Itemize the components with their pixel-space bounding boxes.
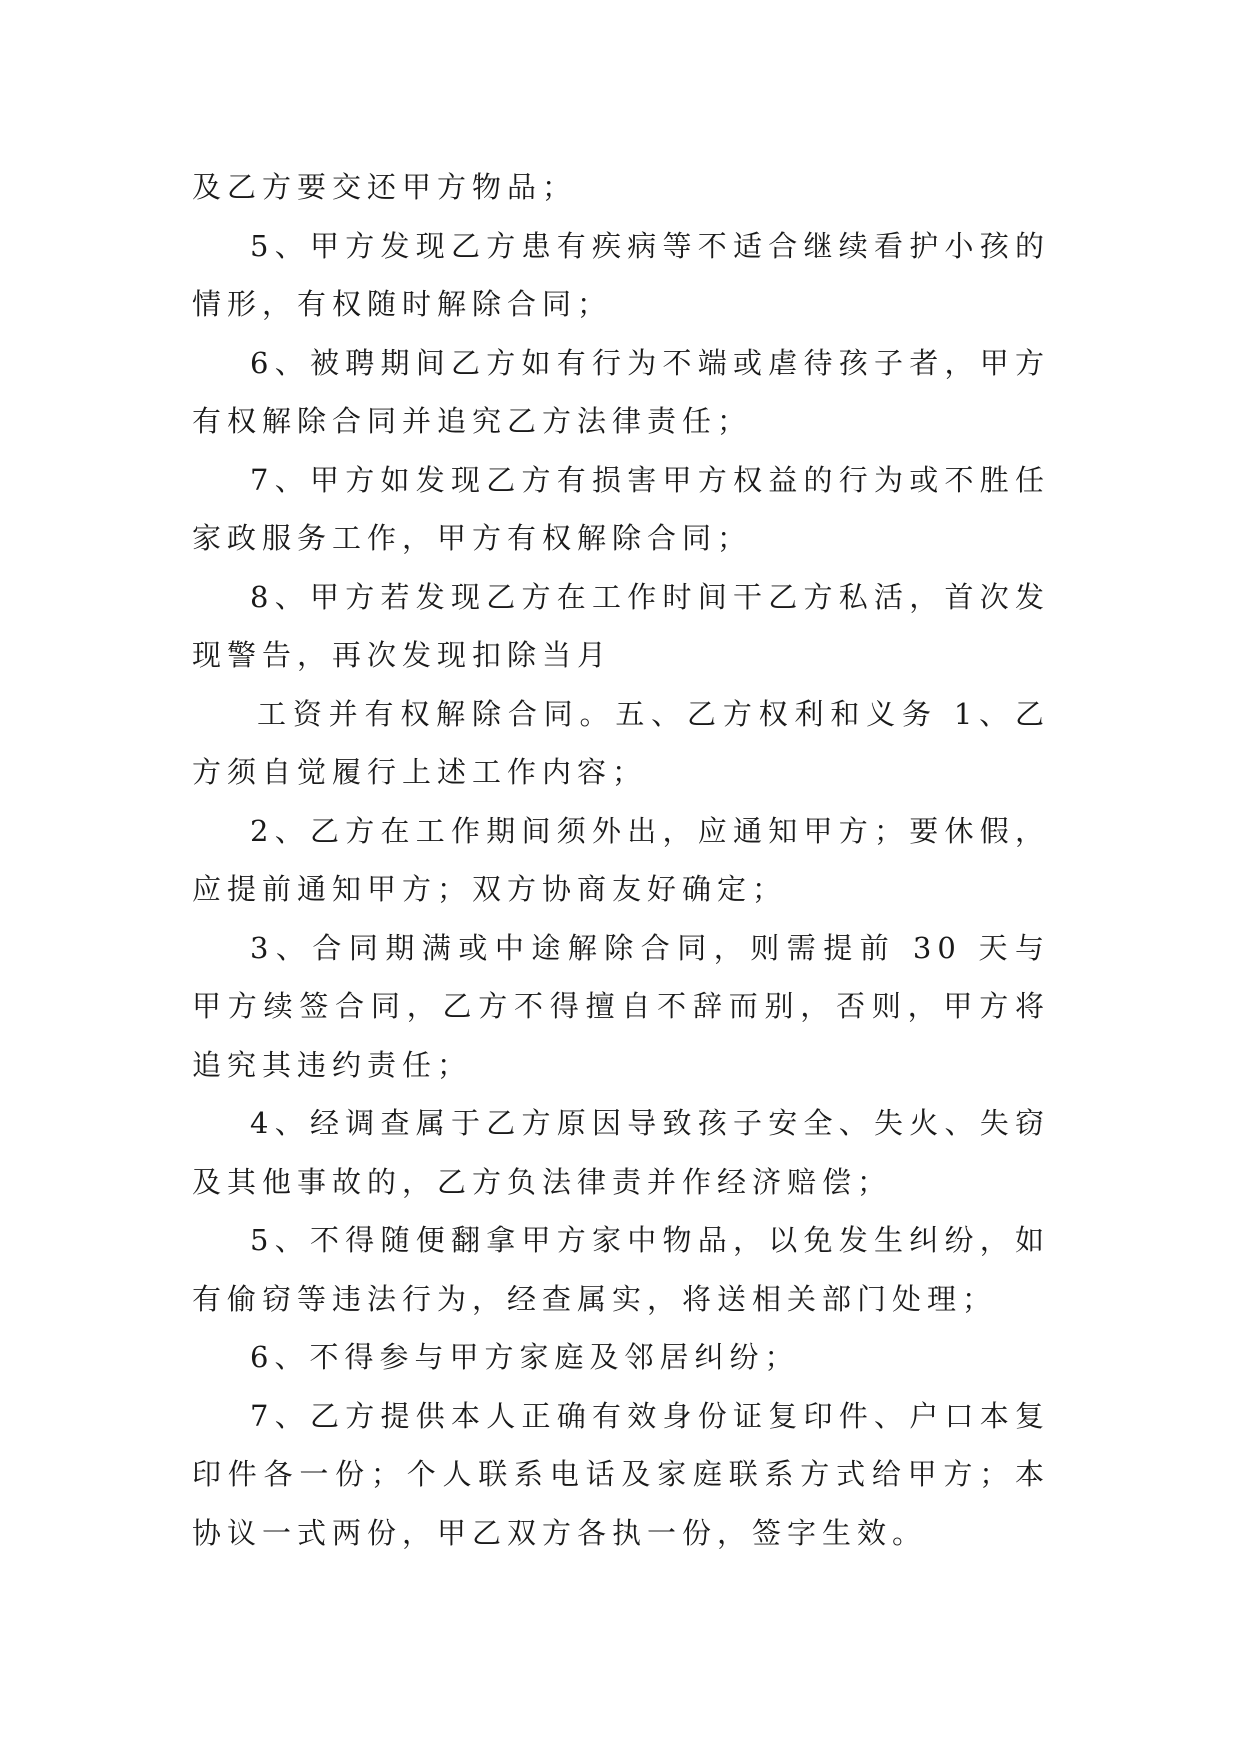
paragraph-1: 5、甲方发现乙方患有疾病等不适合继续看护小孩的情形，有权随时解除合同； [192,228,1050,321]
paragraph-4: 8、甲方若发现乙方在工作时间干乙方私活，首次发现警告，再次发现扣除当月 [192,579,1050,672]
document-body [192,158,1050,1562]
paragraph-5: 工资并有权解除合同。五、乙方权利和义务 1、乙方须自觉履行上述工作内容； [192,696,1050,789]
paragraph-7: 3、合同期满或中途解除合同，则需提前 30 天与甲方续签合同，乙方不得擅自不辞而别，否则，甲方将追究其违约责任； [192,930,1050,1082]
paragraph-8: 4、经调查属于乙方原因导致孩子安全、失火、失窃及其他事故的，乙方负法律责并作经济赔偿； [192,1106,1050,1199]
paragraph-2: 6、被聘期间乙方如有行为不端或虐待孩子者，甲方有权解除合同并追究乙方法律责任； [192,345,1050,438]
paragraph-10: 6、不得参与甲方家庭及邻居纠纷； [250,1340,800,1374]
paragraph-3: 7、甲方如发现乙方有损害甲方权益的行为或不胜任家政服务工作，甲方有权解除合同； [192,462,1050,555]
paragraph-11: 7、乙方提供本人正确有效身份证复印件、户口本复印件各一份；个人联系电话及家庭联系方式给甲方；本协议一式两份，甲乙双方各执一份，签字生效。 [192,1398,1050,1550]
paragraph-6: 2、乙方在工作期间须外出，应通知甲方；要休假，应提前通知甲方；双方协商友好确定； [192,813,1050,906]
paragraph-9: 5、不得随便翻拿甲方家中物品，以免发生纠纷，如有偷窃等违法行为，经查属实，将送相关部门处理； [192,1223,1050,1316]
paragraph-0: 及乙方要交还甲方物品； [192,170,578,204]
